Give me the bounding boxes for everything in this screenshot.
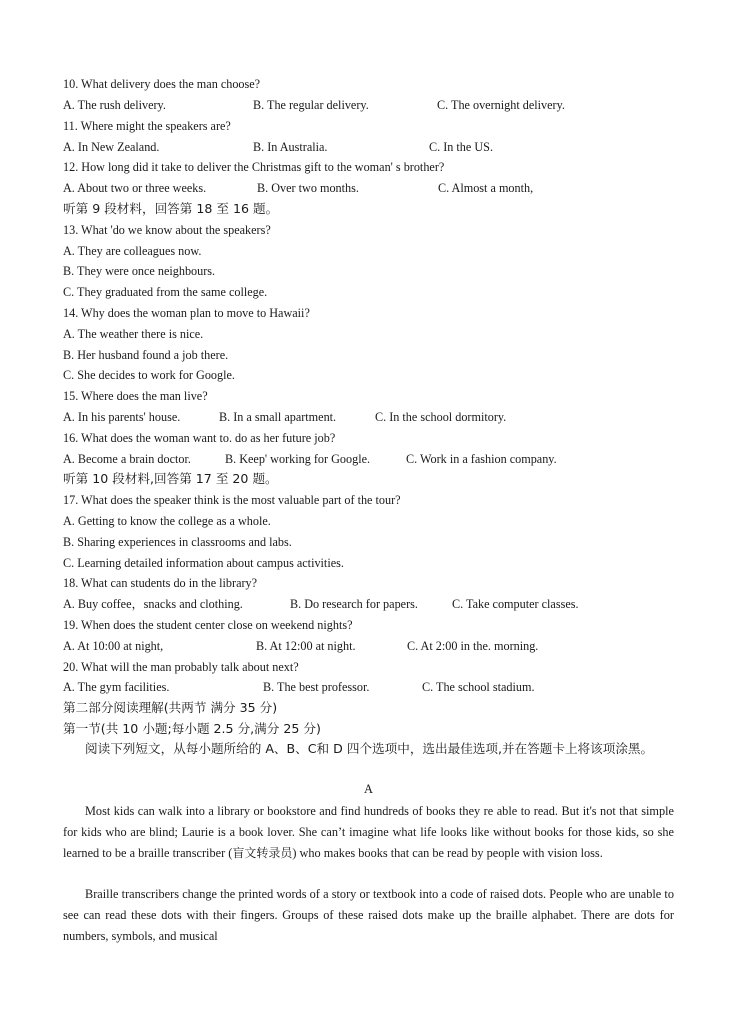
question-17-option-c: C. Learning detailed information about campus activities. <box>63 556 344 570</box>
option-b: B. Do research for papers. <box>290 597 418 611</box>
question-10-stem: 10. What delivery does the man choose? <box>63 77 261 91</box>
option-a: A. The gym facilities. <box>63 680 170 694</box>
question-14-option-a: A. The weather there is nice. <box>63 327 204 341</box>
option-b: B. Over two months. <box>257 181 359 195</box>
option-a: A. Buy coffee，snacks and clothing. <box>63 597 243 611</box>
question-16-stem: 16. What does the woman want to. do as her future job? <box>63 431 336 445</box>
reading-instruction: 阅读下列短文，从每小题所给的 A、B、C和 D 四个选项中，选出最佳选项,并在答题卡上将该项涂黑。 <box>85 741 654 756</box>
option-a: A. In New Zealand. <box>63 140 160 154</box>
option-b: B. Keep' working for Google. <box>225 452 371 466</box>
instruction-part9: 听第 9 段材料，回答第 18 至 16 题。 <box>63 201 279 216</box>
option-c: C. The overnight delivery. <box>437 98 565 112</box>
option-c: C. Take computer classes. <box>452 597 579 611</box>
part2-title: 第二部分阅读理解(共两节 满分 35 分) <box>63 700 278 715</box>
option-b: B. At 12:00 at night. <box>256 639 356 653</box>
passage-label: A <box>364 782 373 796</box>
question-12-stem: 12. How long did it take to deliver the Christmas gift to the woman' s brother? <box>63 160 445 174</box>
question-14-option-b: B. Her husband found a job there. <box>63 348 229 362</box>
option-b: B. The best professor. <box>263 680 370 694</box>
question-20-stem: 20. What will the man probably talk about next? <box>63 660 299 674</box>
option-c: C. The school stadium. <box>422 680 535 694</box>
question-11-stem: 11. Where might the speakers are? <box>63 119 231 133</box>
option-a: A. The rush delivery. <box>63 98 166 112</box>
question-18-stem: 18. What can students do in the library? <box>63 576 258 590</box>
braille-transcriber-chinese: 盲文转录员 <box>232 845 293 860</box>
option-c: C. Almost a month, <box>438 181 534 195</box>
option-c: C. At 2:00 in the. morning. <box>407 639 539 653</box>
option-a: A. At 10:00 at night, <box>63 639 164 653</box>
paragraph-1-text-end: ) who makes books that can be read by people with vision loss. <box>292 845 603 860</box>
question-15-stem: 15. Where does the man live? <box>63 389 208 403</box>
option-c: C. In the school dormitory. <box>375 410 507 424</box>
section1-title: 第一节(共 10 小题;每小题 2.5 分,满分 25 分) <box>63 721 321 736</box>
passage-paragraph-1 <box>63 801 674 863</box>
question-14-stem: 14. Why does the woman plan to move to Hawaii? <box>63 306 310 320</box>
paragraph-1-text: Most kids can walk into a library or bookstore and find hundreds of books they re able to read. But it's not that simple for kids who are blind; Laurie is a book lover. She can’t imagine what life looks like without books for those kids, so she learned to be a braille transcriber ( <box>63 804 674 860</box>
option-a: A. About two or three weeks. <box>63 181 207 195</box>
option-a: A. Become a brain doctor. <box>63 452 191 466</box>
option-b: B. In Australia. <box>253 140 328 154</box>
passage-paragraph-2: Braille transcribers change the printed words of a story or textbook into a code of raised dots. People who are unable to see can read these dots with their fingers. Groups of these raised dots make up the braille alphabet. There are dots for numbers, symbols, and musical <box>63 887 674 943</box>
option-b: B. The regular delivery. <box>253 98 369 112</box>
question-13-option-a: A. They are colleagues now. <box>63 244 202 258</box>
option-a: A. In his parents' house. <box>63 410 181 424</box>
option-c: C. Work in a fashion company. <box>406 452 557 466</box>
instruction-part10: 听第 10 段材料,回答第 17 至 20 题。 <box>63 471 278 486</box>
question-13-option-c: C. They graduated from the same college. <box>63 285 268 299</box>
question-13-stem: 13. What 'do we know about the speakers? <box>63 223 271 237</box>
question-14-option-c: C. She decides to work for Google. <box>63 368 235 382</box>
question-17-stem: 17. What does the speaker think is the most valuable part of the tour? <box>63 493 401 507</box>
option-c: C. In the US. <box>429 140 493 154</box>
option-b: B. In a small apartment. <box>219 410 337 424</box>
question-19-stem: 19. When does the student center close on weekend nights? <box>63 618 353 632</box>
question-17-option-b: B. Sharing experiences in classrooms and labs. <box>63 535 292 549</box>
question-13-option-b: B. They were once neighbours. <box>63 264 216 278</box>
question-17-option-a: A. Getting to know the college as a whole. <box>63 514 271 528</box>
